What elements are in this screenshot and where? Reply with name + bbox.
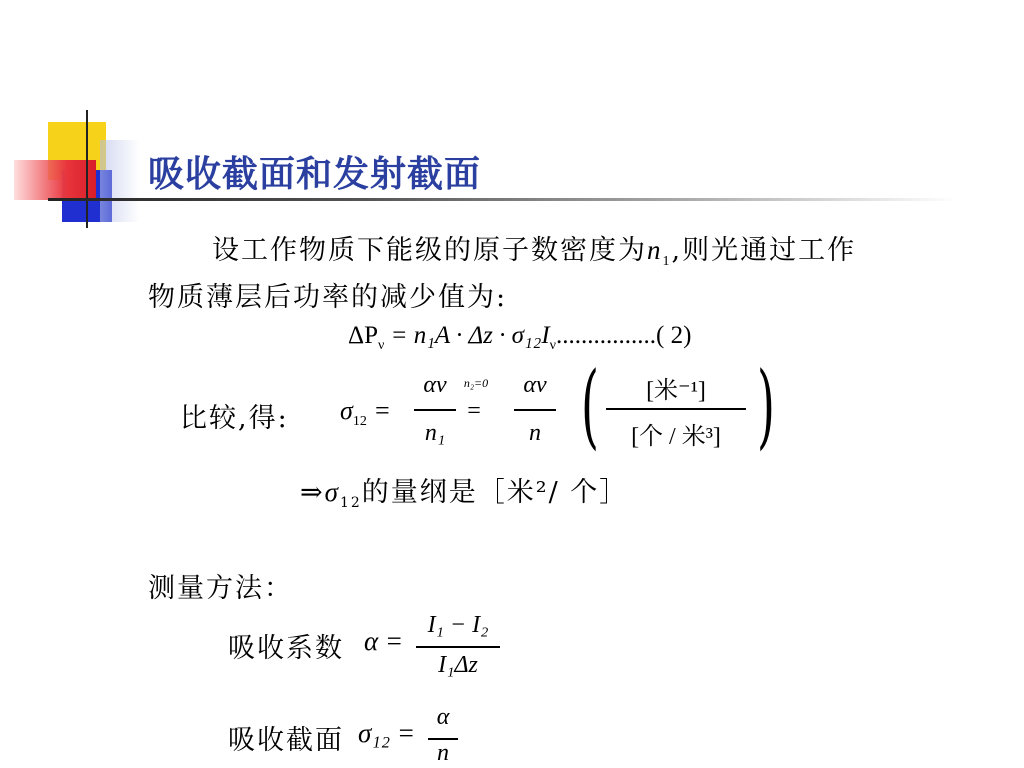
page-title: 吸收截面和发射截面: [148, 154, 482, 195]
intro-line-2: 物质薄层后功率的减少值为:: [148, 282, 508, 313]
abs-coef-num: I₁ − I₂: [427, 612, 489, 638]
frac2-num: αν: [523, 372, 547, 398]
abs-cs-num: α: [436, 704, 450, 730]
unit-denominator: [个 / 米³]: [631, 424, 721, 450]
abs-coef-lhs: α =: [364, 626, 404, 656]
implies-arrow: ⇒: [300, 477, 325, 508]
eq2-rhs-sub: ν: [549, 338, 556, 353]
frac1-num: αν: [423, 372, 447, 398]
abs-coef-line: [416, 646, 500, 648]
abs-cs-label: 吸收截面: [228, 725, 344, 756]
decor-glow: [100, 140, 140, 222]
equation-2: [348, 322, 691, 354]
abs-coef-den: I₁Δz: [438, 652, 478, 678]
frac2-line: [514, 409, 556, 411]
eq2-lhs: ΔP: [348, 322, 378, 349]
compare-sigma-sub: 12: [352, 414, 367, 429]
title-underline: [48, 198, 958, 201]
compare-sigma: $\sigma_{12}$ =: [340, 396, 391, 429]
method-heading: 测量方法：: [148, 573, 293, 604]
decor-vertical-line: [86, 110, 88, 228]
abs-coef-label: 吸收系数: [228, 633, 344, 664]
frac2-den: n: [529, 420, 541, 446]
intro-text: 设工作物质下能级的原子数密度为: [212, 235, 647, 266]
eq2-tag: ................( 2): [556, 322, 692, 349]
eq2-rhs: = n₁A · Δz · σ₁₂I: [390, 322, 550, 349]
frac1-den: n₁: [424, 420, 446, 446]
decor-red-bar: [14, 160, 96, 200]
frac1-line: [414, 409, 456, 411]
intro-symbol-sub: 1: [662, 254, 672, 269]
dimension-sigma: σ: [324, 477, 340, 507]
left-paren: (: [580, 352, 599, 459]
abs-cs-lhs: σ₁₂ =: [358, 718, 416, 748]
condition: n₂=0: [463, 376, 489, 390]
eq2-lhs-sub: ν: [377, 338, 385, 353]
unit-numerator: [米⁻¹]: [646, 378, 706, 404]
compare-sigma-symbol: σ: [340, 396, 353, 425]
abs-cs-den: n: [437, 740, 449, 766]
compare-label: 比较,得:: [180, 403, 289, 434]
dimension-text: 的量纲是［米²/ 个］: [361, 477, 629, 508]
dimension-sigma-sub: 12: [339, 495, 362, 511]
intro-tail: ,则光通过工作: [671, 235, 857, 266]
intro-line-1: [212, 228, 856, 270]
intro-symbol: n: [647, 235, 663, 265]
right-paren: ): [756, 352, 775, 459]
dimension-line: [300, 470, 628, 511]
equals-sign: =: [467, 398, 481, 424]
unit-line: [606, 408, 746, 410]
